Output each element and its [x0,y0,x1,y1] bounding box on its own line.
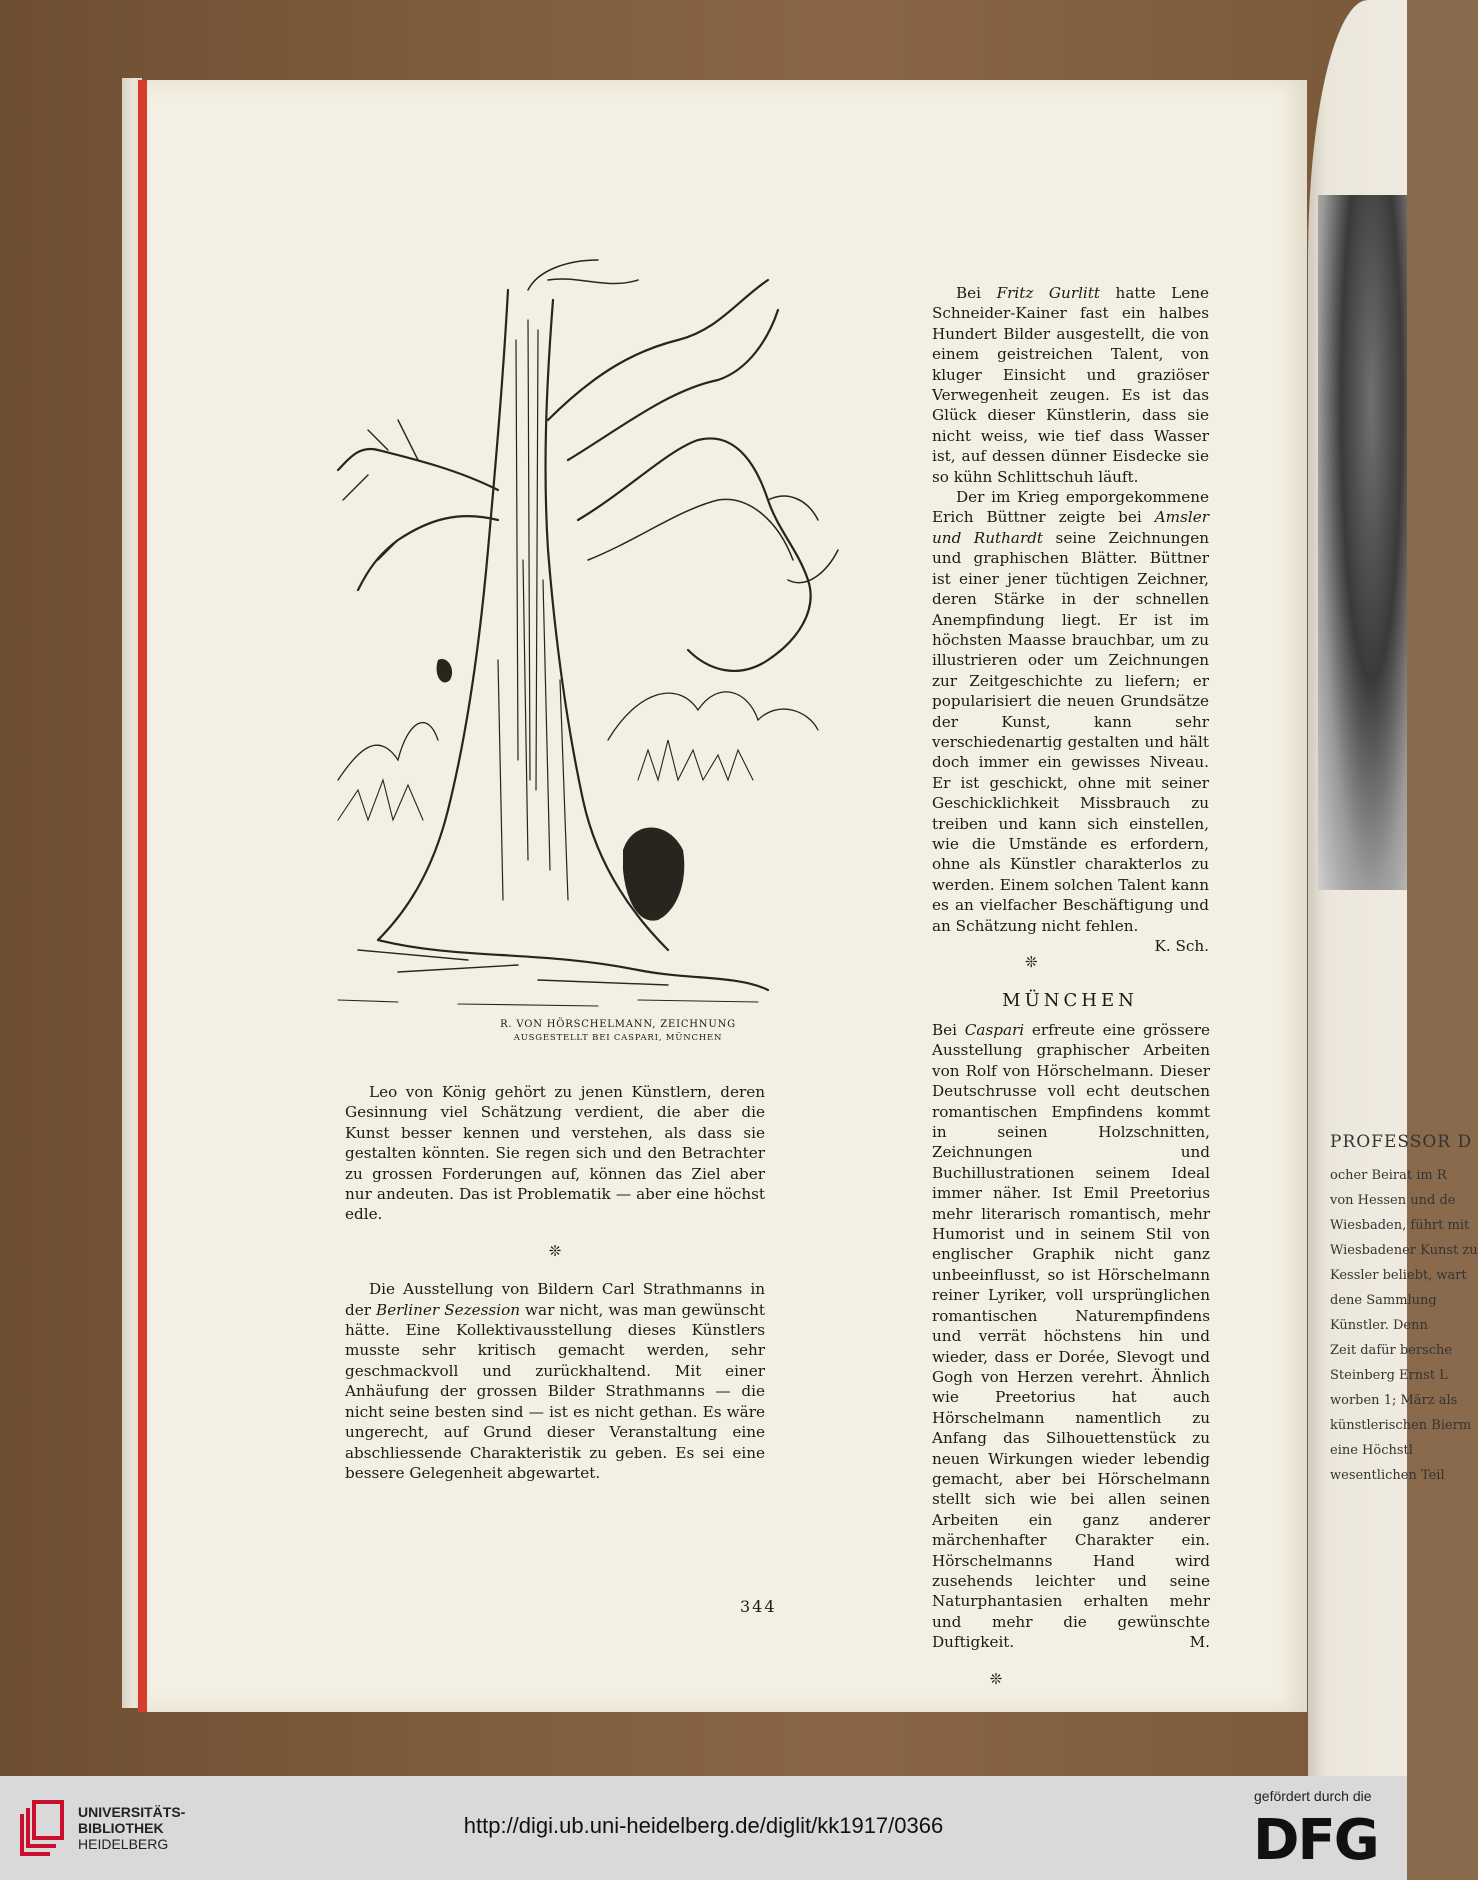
library-name-line: HEIDELBERG [78,1836,169,1852]
library-name-line: BIBLIOTHEK [78,1820,164,1836]
caption-subtitle: AUSGESTELLT BEI CASPARI, MÜNCHEN [513,1033,723,1043]
paragraph-koenig: Leo von König gehört zu jenen Künstlern, deren Gesinnung viel Schätzung verdient, die aber die Kunst besser kennen und verstehen, als dass sie gestalten könnten. Sie regen sich und den Betrachter zu grossen Forderungen auf, können das Ziel aber nur andeuten. Das ist Problematik — aber eine höchst edle. [345,1083,765,1224]
gallery-name: Caspari [964,1021,1025,1039]
text: Bei [932,1021,965,1039]
dfg-logo[interactable]: DFG [1253,1808,1378,1873]
section-separator: ❊ [548,1241,562,1260]
facing-page-photo [1318,195,1407,890]
page-number: 344 [740,1597,777,1616]
section-separator: ❊ [1024,953,1038,971]
facing-page-line: Künstler. Denn [1330,1318,1428,1333]
permalink-url[interactable]: http://digi.ub.uni-heidelberg.de/diglit/kk1917/0366 [463,1813,944,1838]
text: war nicht, was man gewünscht hätte. Eine Kollektivausstellung dieses Künstlers musste sehr kritisch gemacht werden, sehr geschmackvoll und zurückhaltend. Mit einer Anhäufung der grossen Bilder Strathmanns — die nicht seine besten sind — ist es nicht gethan. Es wäre ungerecht, auf Grund dieser Veranstaltung eine abschliessende Charakteristik zu geben. Es sei eine bessere Gelegenheit abgewartet. [345,1300,765,1482]
paragraph-caspari [782,1020,1210,1653]
facing-page-line: Kessler beliebt, wart [1330,1268,1467,1283]
munchen-article [782,1020,1210,1707]
paragraph-strathmann [345,1279,765,1483]
section-separator: ❊ [989,1669,1003,1688]
facing-page-line: ocher Beirat im R [1330,1168,1447,1183]
facing-page-line: Zeit dafür bersche [1330,1343,1453,1358]
text: hatte Lene Schneider-Kainer fast ein halbes Hundert Bilder ausgestellt, die von einem geistreichen Talent, von kluger Einsicht und graziöser Verwegenheit zeugen. Es ist das Glück dieser Künstlerin, dass sie nicht weiss, wie tief dass Wasser ist, auf dessen dünner Eisdecke sie so kühn Schlittschuh läuft. [932,284,1209,486]
facing-page-line: Wiesbaden, führt mit [1330,1218,1470,1233]
paragraph-buettner [932,487,1209,955]
section-heading-munchen: MÜNCHEN [1002,990,1138,1011]
library-name-line: UNIVERSITÄTS- [78,1804,186,1820]
facing-page-line: dene Sammlung [1330,1293,1437,1308]
red-page-edge [138,80,147,1712]
facing-page-line: eine Höchstl [1330,1443,1413,1458]
gallery-name: Fritz Gurlitt [996,284,1100,302]
text: Der im Krieg emporgekommene Erich Büttner zeigte bei [932,488,1209,527]
text: erfreute eine grössere Ausstellung graphischer Arbeiten von Rolf von Hörschelmann. Dieser Deutschrusse voll echt deutschen romantischen Empfindens kommt in seinen Holzschnitten, Zeichnungen und Buchillustrationen seinem Ideal immer näher. Ist Emil Preetorius mehr literarisch romantisch, mehr Humorist und in seinem Stil von englischer Graphik nicht ganz unbeeinflusst, so ist Hörschelmann reiner Lyriker, voll ursprünglichen romantischen Naturempfindens und verrät höchstens hin und wieder, dass er Dorée, Slevogt und Gogh von Herzen verehrt. Ähnlich wie Preetorius hat auch Hörschelmann namentlich zu Anfang das Silhouettenstück zu neuen Wirkungen wieder lebendig gemacht, aber bei Hörschelmann stellt sich wie bei allen seinen Arbeiten ein ganz anderer märchenhafter Charakter ein. Hörschelmanns Hand wird zusehends leichter und seine Naturphantasien erhalten mehr und mehr die gewünschte Duftigkeit. [932,1021,1210,1652]
facing-page-line: Wiesbadener Kunst zu [1330,1243,1478,1258]
author-signature: K. Sch. [1154,937,1209,955]
caption-title: R. VON HÖRSCHELMANN, ZEICHNUNG [500,1019,736,1030]
sponsor-label: gefördert durch die [1254,1788,1372,1804]
gallery-name: Berliner Sezession [376,1300,520,1319]
left-column-text [345,1082,765,1483]
facing-page-line: von Hessen und de [1330,1193,1456,1208]
facing-page-line: worben 1; März als [1330,1393,1458,1408]
facing-page-heading: PROFESSOR D [1330,1132,1473,1152]
text: Die Ausstellung von Bildern Carl Strathmanns in der [345,1280,765,1319]
viewer-footer [0,1776,1407,1880]
facing-page-line: Steinberg Ernst L [1330,1368,1448,1383]
facing-page-line: wesentlichen Teil [1330,1468,1445,1483]
text: Bei [956,284,997,302]
gallery-name: Amsler und Ruthardt [932,508,1209,547]
tree-drawing-illustration [338,260,918,1010]
author-signature: M. [1189,1633,1210,1652]
text: seine Zeichnungen und graphischen Blätter. Büttner ist einer jener tüchtigen Zeichner, deren Stärke in der schnellen Anempfindung liegt. Er ist im höchsten Maasse brauchbar, um zu illustrieren oder um Zeichnungen zur Zeitgeschichte zu liefern; er popularisiert die neuen Grundsätze der Kunst, kann sehr verschiedenartig gestalten und hält doch immer ein gewisses Niveau. Er ist geschickt, ohne mit seiner Geschicklichkeit Missbrauch zu treiben und kann sich einstellen, wie die Umstände es erfordern, ohne als Künstler charakterlos zu werden. Einem solchen Talent kann es an vielfacher Beschäftigung und an Schätzung nicht fehlen. [932,528,1209,935]
facing-page-text [1330,1130,1478,1488]
paragraph-gurlitt [932,283,1209,487]
facing-page-line: künstlerischen Bierm [1330,1418,1472,1433]
right-column-text [932,283,1209,990]
